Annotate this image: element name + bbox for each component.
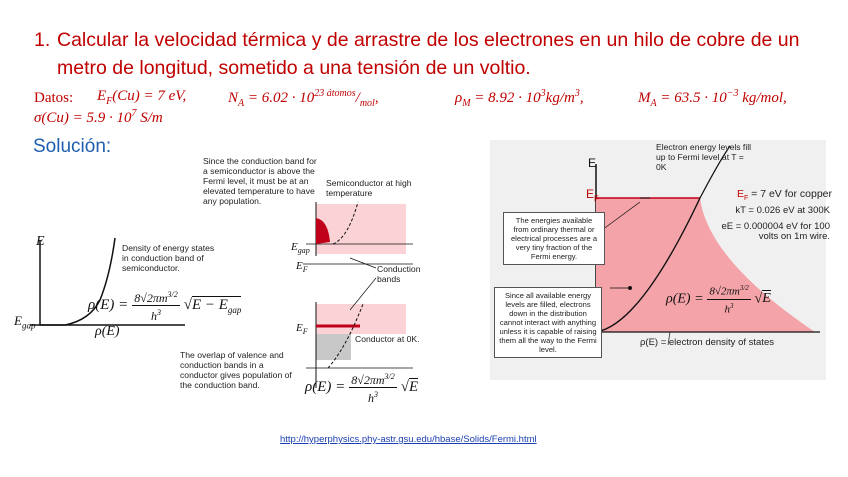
datos-sigma: $\sigma(Cu) = 5.9 \cdot 10^7$ S/m — [34, 108, 163, 126]
mid-egap: $E_{gap}$ — [291, 241, 310, 256]
mid-rho-formula: $\rho(E) = 8√2\pi m^{3/2}$ $h^3$ √E — [305, 372, 419, 405]
ee-note: eE = 0.000004 eV for 100 volts on 1m wire. — [721, 221, 830, 242]
left-rho-axis: ρ(E) — [95, 324, 120, 339]
levels-note: Electron energy levels fill up to Fermi level at T = 0K — [656, 142, 752, 172]
solucion-label: Solución: — [33, 136, 112, 157]
datos-na: $N_A = 6.02 \cdot 10^{23 átomos}/_{mol}$, — [228, 88, 379, 109]
ef-copper: $E_F = 7$ eV for copper — [736, 188, 832, 203]
datos-label: Datos: — [34, 90, 74, 106]
rho-caption: ρ(E) = electron density of states — [640, 337, 774, 348]
kt-note: kT = 0.026 eV at 300K — [735, 205, 830, 216]
conductor-label: Conductor at 0K. — [355, 334, 420, 344]
right-rho-formula: $\rho(E) = 8√2\pi m^{3/2}$ $h^3$ √E — [666, 284, 771, 316]
left-axis-egap: $E_{gap}$ — [14, 313, 36, 331]
energies-box: The energies available from ordinary thermal or electrical processes are a very tiny fraction of the Fermi energy. — [503, 212, 605, 265]
problem-text: Calcular la velocidad térmica y de arrastre de los electrones en un hilo de cobre de un metro de longitud, sometido a una tensión de un voltio. — [57, 29, 800, 79]
problem-statement — [34, 26, 824, 82]
left-rho-formula: $\rho(E) = 8√2\pi m^{3/2}$ $h^3$ $√E - E_{gap}$ — [88, 290, 242, 323]
left-axis-e: E — [36, 234, 45, 249]
band-note: Since the conduction band for a semiconductor is above the Fermi level, it must be at an elevated temperature to have any population. — [203, 156, 317, 206]
right-axis-e: E — [588, 156, 597, 170]
mid-ef-top: $E_F$ — [296, 260, 308, 275]
datos-ma: $M_A = 63.5 \cdot 10^{-3}$ kg/mol, — [638, 88, 787, 109]
conduction-bands-label: Conduction bands — [377, 264, 421, 284]
filled-box: Since all available energy levels are filled, electrons down in the distribution cannot interact with anything unless it is capable of raising them all the way to the Fermi level. — [494, 287, 602, 358]
hyperphysics-link[interactable]: http://hyperphysics.phy-astr.gsu.edu/hbase/Solids/Fermi.html — [280, 434, 537, 445]
mid-ef-bottom: $E_F$ — [296, 322, 308, 337]
left-density-note: Density of energy states in conduction band of semiconductor. — [122, 243, 215, 273]
overlap-note: The overlap of valence and conduction bands in a conductor gives population of the conduction band. — [180, 350, 292, 390]
datos-rho-m: $\rho_M = 8.92 \cdot 10^3kg/m^3$, — [455, 88, 584, 109]
datos-ef: $E_F(Cu) = 7$ eV, — [97, 88, 187, 107]
semi-title: Semiconductor at high temperature — [326, 178, 412, 198]
problem-number: 1. — [34, 29, 51, 51]
right-ef: $E_F$ — [586, 187, 599, 204]
